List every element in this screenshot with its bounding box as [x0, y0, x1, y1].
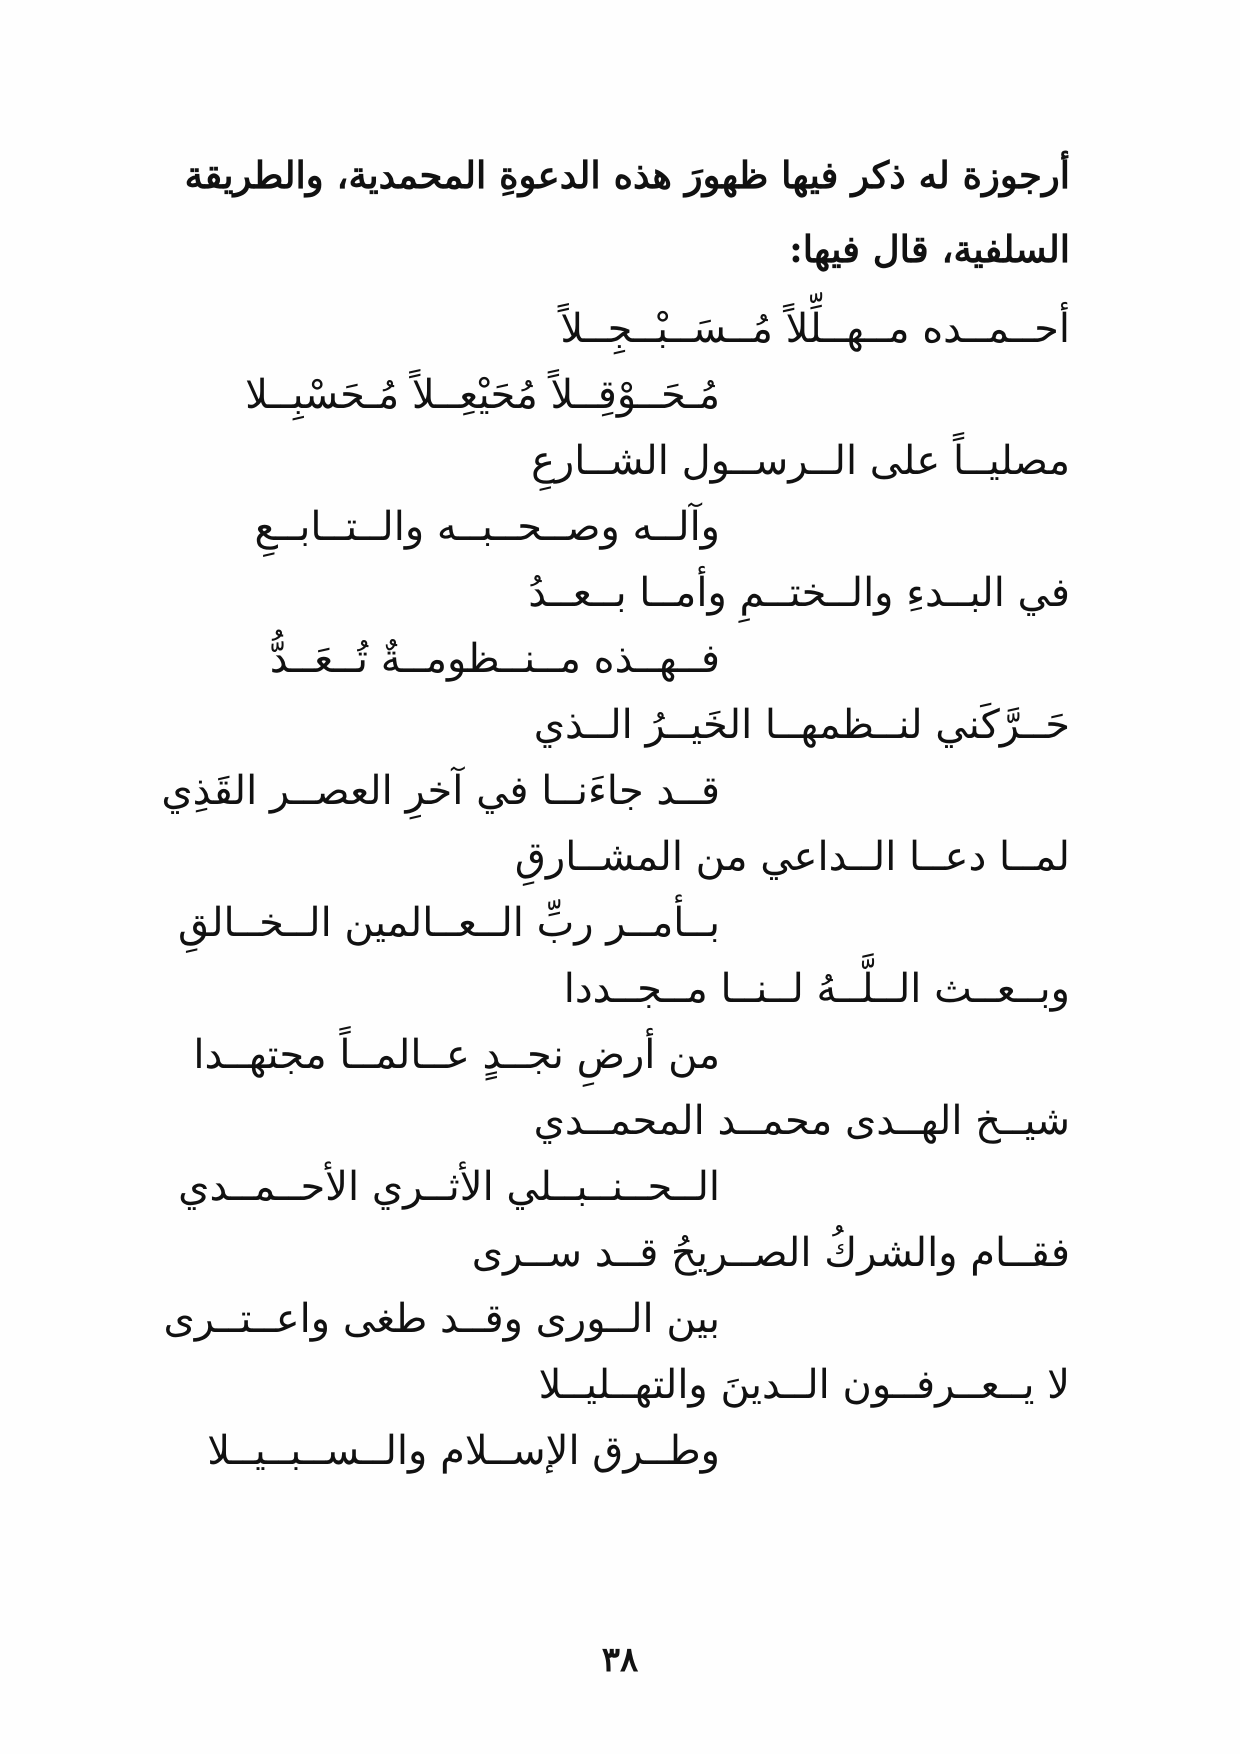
verse-second-hemistich: بين الــورى وقــد طغى واعــتــرى: [163, 1296, 720, 1342]
verse-second-hemistich: بــأمــر ربِّ الــعــالمين الــخــالقِ: [177, 900, 720, 946]
text-body: [161, 138, 1070, 1484]
verse-first-hemistich: مصليــاً على الــرســول الشــارعِ: [531, 438, 1070, 484]
verse-first-hemistich: حَــرَّكَني لنــظمهــا الخَيــرُ الــذي: [533, 702, 1070, 748]
verse-first-hemistich: شيــخ الهــدى محمــد المحمــدي: [533, 1098, 1070, 1144]
verse-first-hemistich: وبــعــث الــلَّــهُ لــنــا مــجــددا: [563, 966, 1070, 1012]
page-number: ٣٨: [601, 1640, 639, 1680]
verse-line: [161, 692, 1070, 824]
verse-first-hemistich: أحــمــده مــهــلِّلاً مُــسَــبْــجِــلاً: [560, 306, 1070, 352]
verse-second-hemistich: قــد جاءَنــا في آخرِ العصــر القَذِي: [161, 768, 720, 814]
verse-second-hemistich: مُـحَــوْقِــلاً مُحَيْعِــلاً مُـحَسْبِــلا: [245, 372, 720, 418]
verse-line: [170, 824, 1070, 956]
verse-line: [170, 956, 1070, 1088]
verse-line: [170, 296, 1070, 428]
verse-first-hemistich: لا يــعــرفــون الــدينَ والتهــليــلا: [538, 1362, 1070, 1408]
verse-second-hemistich: وطــرق الإســلام والــســبــيــلا: [207, 1428, 720, 1474]
verse-first-hemistich: لمــا دعــا الــداعي من المشــارقِ: [514, 834, 1070, 880]
intro-paragraph: أرجوزة له ذكر فيها ظهورَ هذه الدعوةِ المحمدية، والطريقة السلفية، قال فيها:: [184, 153, 1070, 271]
verse-line: [170, 560, 1070, 692]
verse-line: [170, 1088, 1070, 1220]
verse-first-hemistich: في البــدءِ والــختــمِ وأمــا بــعــدُ: [528, 570, 1070, 616]
verse-second-hemistich: فــهــذه مــنــظومــةٌ تُــعَــدُّ: [269, 636, 720, 682]
verse-first-hemistich: فقــام والشركُ الصــريحُ قــد ســرى: [471, 1230, 1070, 1276]
verse-second-hemistich: وآلــه وصــحــبــه والــتــابــعِ: [254, 504, 720, 550]
verse-second-hemistich: من أرضِ نجــدٍ عــالمــاً مجتهــدا: [193, 1032, 720, 1078]
verse-line: [163, 1220, 1070, 1352]
verse-second-hemistich: الــحــنــبــلي الأثــري الأحــمــدي: [178, 1164, 720, 1210]
verse-line: [170, 428, 1070, 560]
verse-line: [170, 1352, 1070, 1484]
